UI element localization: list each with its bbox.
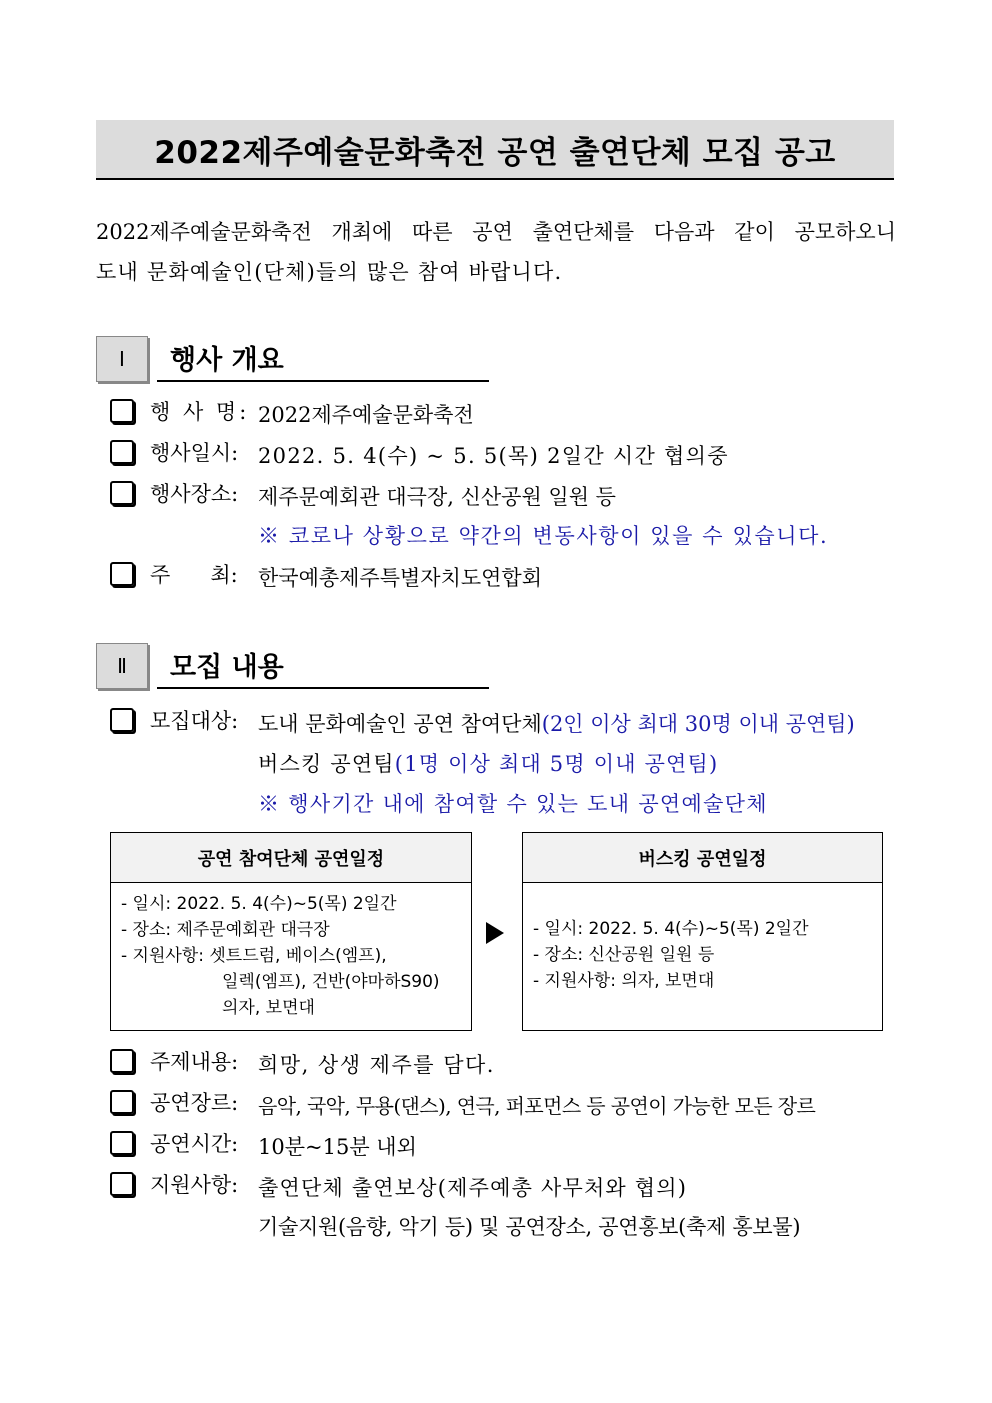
schedule-line: - 일시: 2022. 5. 4(수)~5(목) 2일간 bbox=[121, 894, 397, 914]
item-label: 행사장소: bbox=[150, 482, 239, 506]
target-line-1-text: 도내 문화예술인 공연 참여단체 bbox=[258, 712, 542, 736]
item-value: 음악, 국악, 무용(댄스), 연극, 퍼포먼스 등 공연이 가능한 모든 장르 bbox=[258, 1094, 816, 1118]
support-line-2: 기술지원(음향, 악기 등) 및 공연장소, 공연홍보(축제 홍보물) bbox=[258, 1215, 801, 1239]
target-line-1-detail: (2인 이상 최대 30명 이내 공연팀) bbox=[541, 712, 855, 736]
checkbox-icon bbox=[110, 440, 134, 464]
section-1-title: 행사 개요 bbox=[170, 345, 284, 376]
checkbox-icon bbox=[110, 1131, 134, 1155]
performance-schedule-body bbox=[111, 883, 471, 1029]
item-value: 출연단체 출연보상(제주예총 사무처와 협의) bbox=[258, 1176, 688, 1200]
event-venue-item bbox=[110, 478, 238, 508]
performance-schedule-header: 공연 참여단체 공연일정 bbox=[111, 833, 471, 883]
performance-schedule-box bbox=[110, 832, 472, 1031]
item-label: 행 사 명: bbox=[150, 400, 250, 424]
event-name-item bbox=[110, 396, 249, 426]
genre-item bbox=[110, 1087, 238, 1117]
support-item bbox=[110, 1169, 238, 1199]
section-2-underline bbox=[157, 687, 489, 689]
theme-item bbox=[110, 1046, 238, 1076]
item-label: 지원사항: bbox=[150, 1173, 239, 1197]
schedule-line: - 지원사항: 의자, 보면대 bbox=[533, 971, 715, 991]
target-line-2-text: 버스킹 공연팀 bbox=[258, 752, 395, 776]
section-1-number: Ⅰ bbox=[96, 336, 148, 382]
item-value: 10분~15분 내외 bbox=[258, 1135, 417, 1159]
item-value: 2022제주예술문화축전 bbox=[258, 403, 474, 427]
right-arrow-icon bbox=[486, 922, 504, 944]
intro-paragraph bbox=[96, 212, 896, 292]
covid-note: ※ 코로나 상황으로 약간의 변동사항이 있을 수 있습니다. bbox=[258, 524, 829, 548]
event-date-item bbox=[110, 437, 238, 467]
checkbox-icon bbox=[110, 481, 134, 505]
busking-schedule-header: 버스킹 공연일정 bbox=[523, 833, 882, 883]
item-label: 행사일시: bbox=[150, 441, 239, 465]
target-line-1 bbox=[258, 708, 855, 738]
item-label: 공연장르: bbox=[150, 1091, 239, 1115]
busking-schedule-box bbox=[522, 832, 883, 1031]
checkbox-icon bbox=[110, 562, 134, 586]
section-2-number: Ⅱ bbox=[96, 643, 148, 689]
item-value: 한국예총제주특별자치도연합회 bbox=[258, 566, 543, 590]
schedule-line: - 장소: 신산공원 일원 등 bbox=[533, 945, 715, 965]
item-value: 제주문예회관 대극장, 신산공원 일원 등 bbox=[258, 485, 616, 509]
intro-line-1: 2022제주예술문화축전 개최에 따른 공연 출연단체를 다음과 같이 공모하오니 bbox=[96, 220, 896, 244]
item-label: 주 최: bbox=[150, 563, 238, 587]
item-value: 2022. 5. 4(수) ~ 5. 5(목) 2일간 시간 협의중 bbox=[258, 444, 729, 468]
busking-schedule-body bbox=[523, 883, 882, 1002]
schedule-line: - 일시: 2022. 5. 4(수)~5(목) 2일간 bbox=[533, 919, 809, 939]
schedule-line: - 장소: 제주문예회관 대극장 bbox=[121, 920, 330, 940]
checkbox-icon bbox=[110, 1090, 134, 1114]
intro-line-2: 도내 문화예술인(단체)들의 많은 참여 바랍니다. bbox=[96, 260, 563, 284]
recruit-target-item bbox=[110, 705, 238, 735]
schedule-line: - 지원사항: 셋트드럼, 베이스(엠프), bbox=[121, 946, 387, 966]
document-title: 2022제주예술문화축전 공연 출연단체 모집 공고 bbox=[154, 134, 836, 171]
target-line-2 bbox=[258, 748, 718, 778]
document-title-banner bbox=[96, 120, 894, 180]
checkbox-icon bbox=[110, 708, 134, 732]
target-note: ※ 행사기간 내에 참여할 수 있는 도내 공연예술단체 bbox=[258, 792, 768, 816]
duration-item bbox=[110, 1128, 238, 1158]
item-label: 주제내용: bbox=[150, 1050, 239, 1074]
schedule-line: 의자, 보면대 bbox=[222, 998, 315, 1018]
section-1-underline bbox=[157, 380, 489, 382]
target-line-2-detail: (1명 이상 최대 5명 이내 공연팀) bbox=[394, 752, 719, 776]
item-label: 모집대상: bbox=[150, 709, 239, 733]
section-2-title: 모집 내용 bbox=[170, 652, 284, 683]
item-value: 희망, 상생 제주를 담다. bbox=[258, 1053, 495, 1077]
item-label: 공연시간: bbox=[150, 1132, 239, 1156]
checkbox-icon bbox=[110, 399, 134, 423]
checkbox-icon bbox=[110, 1049, 134, 1073]
event-host-item bbox=[110, 559, 238, 589]
schedule-line: 일렉(엠프), 건반(야마하S90) bbox=[222, 972, 440, 992]
checkbox-icon bbox=[110, 1172, 134, 1196]
